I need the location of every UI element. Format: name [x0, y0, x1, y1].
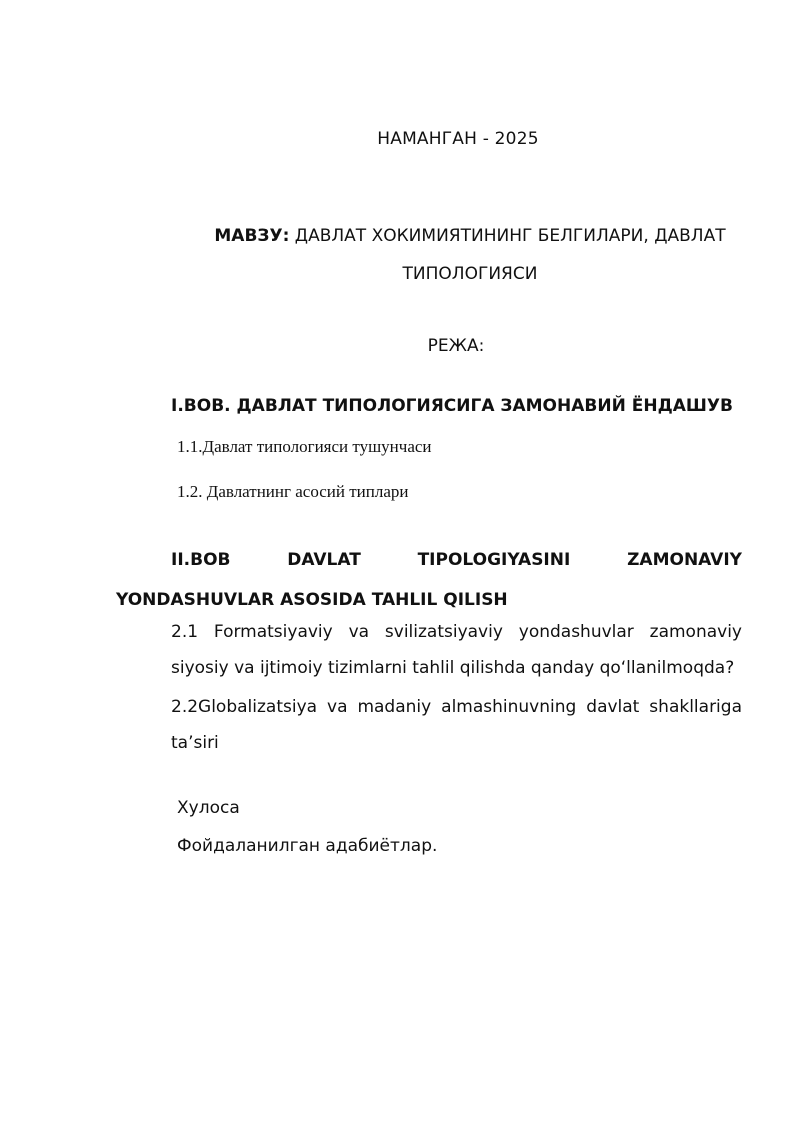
conclusion-item: Хулоса [177, 798, 240, 818]
chapter2-word-3: TIPOLOGIYASINI [417, 550, 571, 570]
chapter2-word-2: DAVLAT [287, 550, 361, 570]
topic-text: ДАВЛАТ ХОКИМИЯТИНИНГ БЕЛГИЛАРИ, ДАВЛАТ ТИПОЛОГИЯСИ [289, 226, 726, 284]
chapter2-word-4: ZAMONAVIY [627, 550, 742, 570]
chapter2-item-2: 2.2Globalizatsiya va madaniy almashinuvning davlat shakllariga ta’siri [171, 697, 742, 753]
plan-heading: РЕЖА: [427, 336, 485, 356]
topic-block [170, 217, 770, 293]
topic-label: МАВЗУ: [214, 226, 290, 246]
city-year-line: НАМАНГАН - 2025 [377, 129, 539, 149]
chapter2-title [116, 540, 742, 620]
chapter2-title-line2: YONDASHUVLAR ASOSIDA TAHLIL QILISH [116, 590, 508, 610]
chapter2-word-1: II.BOB [171, 550, 231, 570]
references-item: Фойдаланилган адабиётлар. [177, 836, 438, 856]
chapter2-title-line1 [171, 540, 742, 580]
chapter1-title: I.BOB. ДАВЛАТ ТИПОЛОГИЯСИГА ЗАМОНАВИЙ ЁНДАШУВ [171, 396, 733, 416]
chapter1-item-2: 1.2. Давлатнинг асосий типлари [177, 482, 409, 501]
chapter1-item-1: 1.1.Давлат типологияси тушунчаси [177, 437, 432, 456]
chapter2-item-1: 2.1 Formatsiyaviy va svilizatsiyaviy yondashuvlar zamonaviy siyosiy va ijtimoiy tizimlarni tahlil qilishda qanday qo‘llanilmoqda? [171, 622, 742, 678]
